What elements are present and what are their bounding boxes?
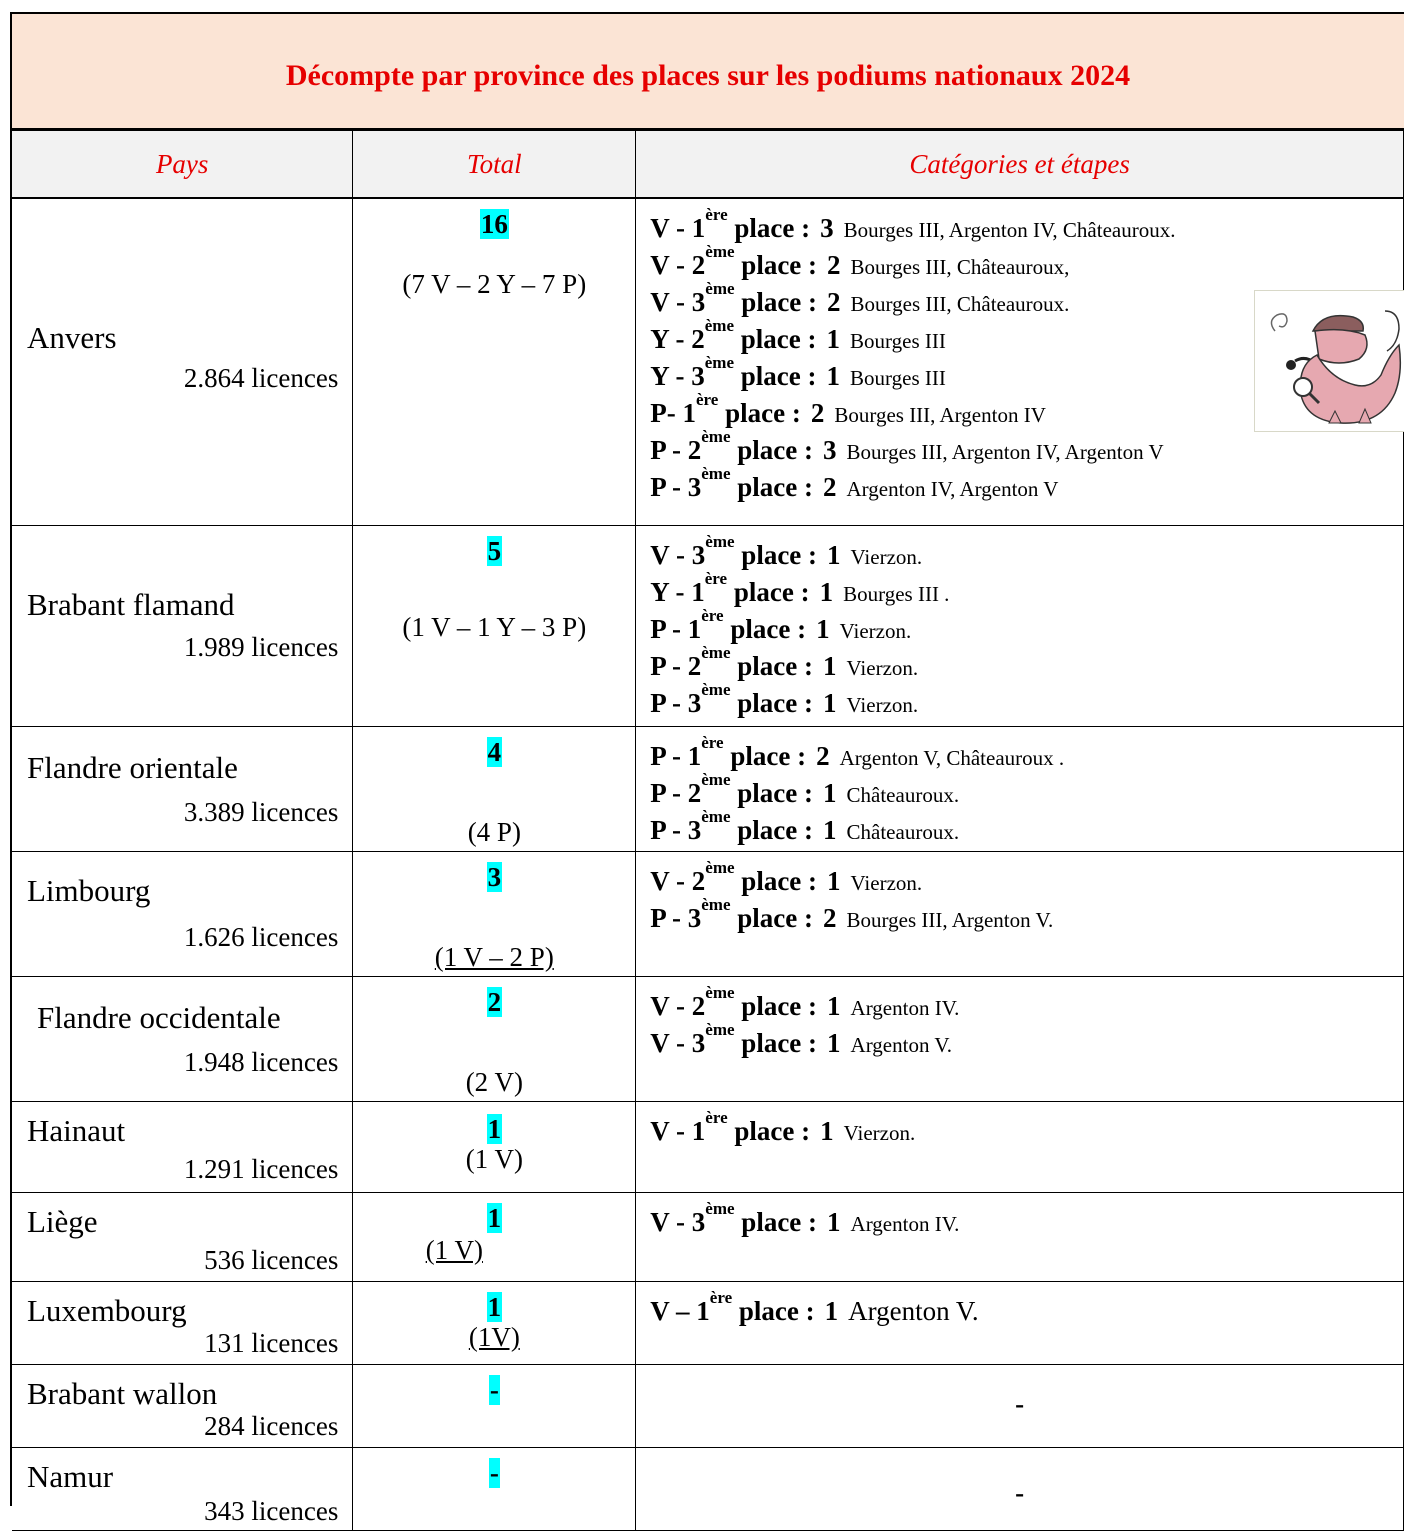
- stage-list: Châteauroux.: [846, 783, 960, 807]
- table-row: [12, 852, 1404, 977]
- place-label: place :: [734, 361, 817, 391]
- table-header-row: [12, 131, 1404, 199]
- province-name: Limbourg: [27, 873, 151, 908]
- province-cell: [12, 198, 353, 526]
- place-ordinal: ème: [701, 427, 731, 446]
- total-highlight: 1: [487, 1203, 502, 1233]
- place-ordinal: ère: [709, 1288, 733, 1307]
- place-label: place :: [730, 778, 814, 808]
- category-label: V – 1: [650, 1296, 710, 1326]
- table-row: [12, 1193, 1404, 1282]
- podium-line: [650, 464, 1175, 509]
- podium-list: [650, 1108, 916, 1153]
- table-row: [12, 198, 1404, 526]
- podium-table: [12, 130, 1404, 1531]
- total-number: [353, 209, 635, 239]
- podium-line: [650, 1288, 979, 1333]
- total-breakdown: (1 V): [465, 1144, 523, 1174]
- table-row: [12, 1365, 1404, 1448]
- place-label: place :: [730, 472, 814, 502]
- stage-list: Argenton V, Châteauroux .: [839, 746, 1065, 770]
- province-name: Brabant wallon: [27, 1376, 218, 1411]
- podium-line: [650, 1108, 916, 1153]
- place-label: place :: [732, 1296, 815, 1326]
- category-label: P - 1: [650, 741, 702, 771]
- stage-list: Bourges III, Argenton IV: [834, 403, 1046, 427]
- place-label: place :: [734, 1207, 818, 1237]
- podium-line: [650, 895, 1054, 940]
- category-label: P - 1: [650, 614, 702, 644]
- place-ordinal: ère: [705, 1108, 728, 1127]
- category-label: P - 2: [650, 435, 702, 465]
- category-label: V - 1: [650, 1116, 706, 1146]
- stage-list: Bourges III, Châteauroux,: [850, 255, 1070, 279]
- table-row: [12, 727, 1404, 852]
- place-ordinal: ère: [704, 569, 728, 588]
- title-banner: [12, 14, 1404, 130]
- stage-list: Vierzon.: [843, 1121, 916, 1145]
- place-count: 3: [820, 213, 834, 243]
- category-label: P - 3: [650, 903, 702, 933]
- place-label: place :: [727, 577, 810, 607]
- place-count: 1: [823, 688, 837, 718]
- licence-count: 131 licences: [204, 1328, 339, 1358]
- table-row: [12, 1282, 1404, 1365]
- podium-list: [650, 858, 1054, 940]
- licence-count: 3.389 licences: [183, 797, 339, 827]
- province-cell: [12, 526, 353, 727]
- province-cell: [12, 977, 353, 1102]
- header-categories: Catégories et étapes: [636, 131, 1404, 199]
- podium-line: [650, 680, 949, 725]
- place-label: place :: [723, 741, 807, 771]
- categories-cell: [636, 1365, 1404, 1448]
- category-label: P - 3: [650, 815, 702, 845]
- category-label: P - 2: [650, 778, 702, 808]
- place-ordinal: ème: [705, 1199, 735, 1218]
- place-count: 3: [823, 435, 837, 465]
- place-ordinal: ème: [701, 807, 731, 826]
- place-count: 2: [810, 398, 825, 428]
- stage-list: Argenton IV, Argenton V: [846, 477, 1059, 501]
- categories-cell: [636, 1102, 1404, 1193]
- stage-list: Bourges III, Argenton IV, Argenton V: [846, 440, 1164, 464]
- place-ordinal: ème: [701, 895, 731, 914]
- total-cell: [353, 977, 636, 1102]
- place-count: 1: [827, 866, 841, 896]
- category-label: V - 2: [650, 866, 706, 896]
- total-cell: [353, 1448, 636, 1531]
- place-ordinal: ère: [701, 733, 724, 752]
- stage-list: Bourges III, Argenton IV, Châteauroux.: [843, 218, 1176, 242]
- total-number: [353, 1114, 635, 1144]
- place-label: place :: [730, 688, 814, 718]
- total-cell: [353, 1365, 636, 1448]
- place-count: 1: [823, 778, 837, 808]
- place-count: 1: [827, 1028, 841, 1058]
- total-highlight: -: [489, 1375, 499, 1405]
- stage-list: Bourges III, Châteauroux.: [850, 292, 1070, 316]
- province-name: Flandre occidentale: [37, 1000, 281, 1035]
- total-number: [353, 1375, 635, 1405]
- total-number: [353, 1292, 635, 1322]
- stage-list: Argenton V.: [850, 1033, 953, 1057]
- licence-count: 1.291 licences: [183, 1154, 339, 1184]
- stage-list: Vierzon.: [846, 656, 919, 680]
- podium-list: [650, 1199, 960, 1244]
- province-name: Flandre orientale: [27, 750, 238, 785]
- podium-list: [650, 983, 960, 1065]
- province-cell: [12, 727, 353, 852]
- licence-count: 2.864 licences: [183, 363, 339, 393]
- place-label: place :: [734, 991, 818, 1021]
- province-cell: [12, 852, 353, 977]
- total-highlight: 16: [480, 209, 508, 239]
- province-cell: [12, 1282, 353, 1365]
- place-count: 1: [826, 361, 841, 391]
- stage-list: Argenton V.: [848, 1296, 979, 1326]
- place-ordinal: ème: [701, 680, 731, 699]
- table-row: [12, 526, 1404, 727]
- category-label: P - 2: [650, 651, 702, 681]
- total-cell: [353, 1193, 636, 1282]
- header-total: Total: [353, 131, 636, 199]
- province-cell: [12, 1193, 353, 1282]
- stage-list: Bourges III: [850, 366, 946, 390]
- category-label: V - 3: [650, 1207, 706, 1237]
- total-number: [353, 862, 635, 892]
- podium-list: [650, 1288, 979, 1333]
- place-ordinal: ème: [704, 316, 735, 335]
- place-label: place :: [734, 287, 818, 317]
- podium-line: [650, 1199, 960, 1244]
- category-label: V - 1: [650, 213, 706, 243]
- podium-line: [650, 569, 950, 614]
- licence-count: 284 licences: [204, 1411, 339, 1441]
- place-count: 1: [827, 540, 841, 570]
- category-label: Y - 1: [650, 577, 705, 607]
- podium-line: [650, 1020, 959, 1065]
- place-label: place :: [727, 213, 811, 243]
- podium-line: [650, 643, 949, 688]
- stage-list: Vierzon.: [850, 871, 923, 895]
- podium-line: [650, 353, 1175, 398]
- table-row: [12, 1448, 1404, 1531]
- stage-list: Vierzon.: [850, 545, 923, 569]
- total-breakdown: (2 V): [465, 1067, 523, 1097]
- category-label: Y - 2: [650, 324, 705, 354]
- podium-list: [650, 532, 950, 725]
- total-breakdown: (1 V – 2 P): [434, 942, 554, 972]
- stage-list: Vierzon.: [846, 693, 919, 717]
- place-ordinal: ème: [701, 464, 731, 483]
- province-cell: [12, 1102, 353, 1193]
- stage-list: Châteauroux.: [846, 820, 960, 844]
- total-number: [353, 1458, 635, 1488]
- place-label: place :: [734, 866, 818, 896]
- category-label: P - 3: [650, 472, 702, 502]
- place-count: 1: [820, 1116, 834, 1146]
- place-label: place :: [734, 250, 818, 280]
- total-number: [353, 737, 635, 767]
- podium-list: [650, 205, 1176, 509]
- total-cell: [353, 1282, 636, 1365]
- place-ordinal: ème: [705, 242, 735, 261]
- province-name: Liège: [27, 1204, 98, 1239]
- categories-cell: [636, 977, 1404, 1102]
- categories-cell: [636, 727, 1404, 852]
- province-cell: [12, 1365, 353, 1448]
- categories-cell: [636, 852, 1404, 977]
- place-count: 1: [819, 577, 834, 607]
- total-breakdown: (1V): [468, 1322, 520, 1352]
- place-ordinal: ème: [704, 353, 735, 372]
- place-count: 1: [816, 614, 830, 644]
- stage-list: Argenton IV.: [850, 996, 960, 1020]
- total-highlight: 5: [487, 536, 502, 566]
- place-label: place :: [734, 540, 818, 570]
- category-label: V - 3: [650, 287, 706, 317]
- category-label: Y - 3: [650, 361, 705, 391]
- place-ordinal: ème: [705, 858, 735, 877]
- total-breakdown: (1 V): [425, 1235, 483, 1265]
- document-page: [10, 12, 1404, 1526]
- stage-list: Bourges III: [850, 329, 946, 353]
- place-label: place :: [727, 1116, 811, 1146]
- licence-count: 343 licences: [204, 1496, 339, 1526]
- place-count: 2: [823, 903, 837, 933]
- stage-list: Vierzon.: [839, 619, 912, 643]
- province-name: Anvers: [27, 320, 117, 355]
- total-breakdown: (1 V – 1 Y – 3 P): [402, 612, 587, 642]
- total-cell: [353, 852, 636, 977]
- stage-list: Bourges III, Argenton V.: [846, 908, 1054, 932]
- province-name: Luxembourg: [27, 1293, 187, 1328]
- place-count: 1: [824, 1296, 839, 1326]
- place-count: 2: [816, 741, 830, 771]
- categories-cell: [636, 1448, 1404, 1531]
- place-count: 2: [827, 250, 841, 280]
- place-label: place :: [730, 903, 814, 933]
- total-highlight: -: [489, 1458, 499, 1488]
- total-breakdown: (7 V – 2 Y – 7 P): [402, 269, 587, 299]
- podium-line: [650, 983, 960, 1028]
- total-cell: [353, 526, 636, 727]
- podium-line: [650, 807, 1064, 852]
- table-row: [12, 1102, 1404, 1193]
- place-count: 1: [827, 1207, 841, 1237]
- total-highlight: 3: [487, 862, 502, 892]
- total-cell: [353, 727, 636, 852]
- categories-cell: [636, 526, 1404, 727]
- place-count: 2: [823, 472, 837, 502]
- place-label: place :: [730, 651, 814, 681]
- place-label: place :: [734, 1028, 818, 1058]
- place-label: place :: [734, 324, 817, 354]
- category-label: P- 1: [650, 398, 696, 428]
- place-ordinal: ère: [696, 390, 719, 409]
- categories-cell: [636, 1193, 1404, 1282]
- province-name: Brabant flamand: [27, 587, 235, 622]
- total-number: [353, 987, 635, 1017]
- total-highlight: 4: [487, 737, 502, 767]
- place-label: place :: [723, 614, 807, 644]
- stage-list: Argenton IV.: [850, 1212, 960, 1236]
- place-count: 1: [826, 324, 841, 354]
- place-ordinal: ème: [701, 770, 731, 789]
- place-label: place :: [730, 815, 814, 845]
- total-highlight: 1: [487, 1292, 502, 1322]
- stage-list: Bourges III .: [843, 582, 950, 606]
- place-ordinal: ème: [701, 643, 731, 662]
- licence-count: 536 licences: [204, 1245, 339, 1275]
- province-cell: [12, 1448, 353, 1531]
- category-label: V - 3: [650, 1028, 706, 1058]
- province-name: Namur: [27, 1459, 114, 1494]
- page-title: Décompte par province des places sur les podiums nationaux 2024: [285, 59, 1131, 92]
- empty-dash: -: [1015, 1478, 1025, 1508]
- place-count: 2: [827, 287, 841, 317]
- place-label: place :: [730, 435, 814, 465]
- category-label: P - 3: [650, 688, 702, 718]
- place-count: 1: [823, 651, 837, 681]
- total-number: [353, 1203, 635, 1233]
- category-label: V - 3: [650, 540, 706, 570]
- place-count: 1: [823, 815, 837, 845]
- category-label: V - 2: [650, 250, 706, 280]
- place-ordinal: ème: [705, 1020, 735, 1039]
- category-label: V - 2: [650, 991, 706, 1021]
- place-count: 1: [827, 991, 841, 1021]
- licence-count: 1.626 licences: [183, 922, 339, 952]
- licence-count: 1.948 licences: [183, 1047, 339, 1077]
- categories-cell: [636, 1282, 1404, 1365]
- table-row: [12, 977, 1404, 1102]
- licence-count: 1.989 licences: [183, 632, 339, 662]
- header-pays: Pays: [12, 131, 353, 199]
- mascot-image: [1254, 290, 1404, 432]
- podium-line: [650, 606, 949, 651]
- total-cell: [353, 1102, 636, 1193]
- place-ordinal: ème: [705, 279, 735, 298]
- place-ordinal: ème: [705, 983, 735, 1002]
- place-ordinal: ère: [705, 205, 728, 224]
- total-highlight: 1: [487, 1114, 502, 1144]
- podium-line: [650, 532, 949, 577]
- total-cell: [353, 198, 636, 526]
- total-breakdown: (4 P): [467, 817, 521, 847]
- total-highlight: 2: [487, 987, 502, 1017]
- total-number: [353, 536, 635, 566]
- place-ordinal: ème: [705, 532, 735, 551]
- place-ordinal: ère: [701, 606, 724, 625]
- podium-list: [650, 733, 1065, 852]
- empty-dash: -: [1015, 1389, 1025, 1419]
- province-name: Hainaut: [27, 1113, 126, 1148]
- place-label: place :: [718, 398, 801, 428]
